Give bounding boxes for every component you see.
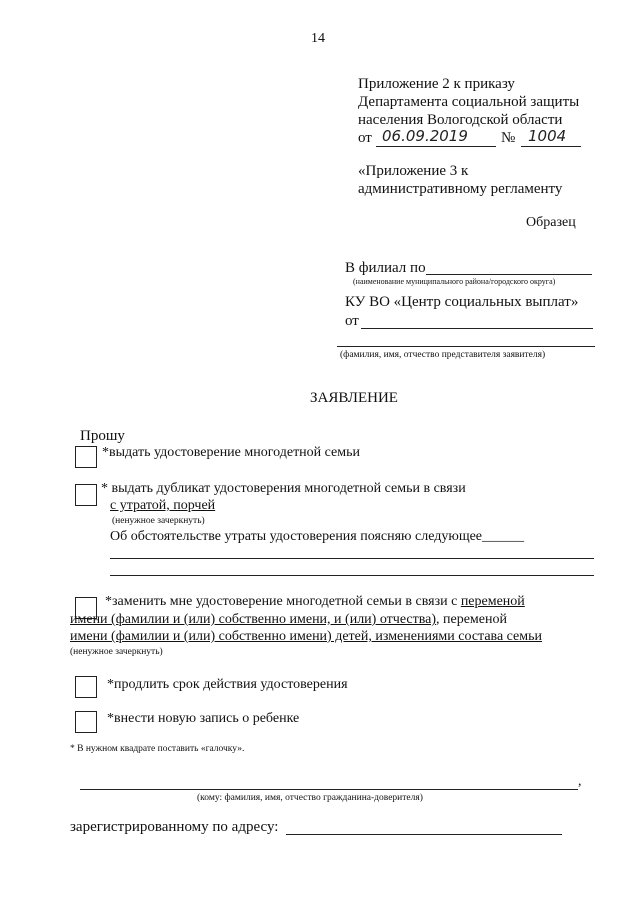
option-replace-line-2 [70, 612, 507, 628]
trustee-caption: (кому: фамилия, имя, отчество гражданина-доверителя) [197, 793, 423, 803]
option-replace-line-1 [105, 594, 525, 610]
option-duplicate-note: (ненужное зачеркнуть) [112, 516, 205, 526]
order-date-line [376, 146, 496, 147]
request-label: Прошу [80, 428, 125, 444]
order-number-line [521, 146, 581, 147]
order-number: 1004 [528, 127, 567, 145]
checkbox-extend-validity[interactable] [75, 676, 97, 698]
sample-label: Образец [526, 215, 576, 230]
branch-label: В филиал по [345, 260, 426, 276]
option-replace-text-1b: переменой [460, 594, 525, 609]
representative-caption: (фамилия, имя, отчество представителя заявителя) [340, 350, 546, 360]
organization-name: КУ ВО «Центр социальных выплат» [345, 294, 579, 310]
checkbox-duplicate-certificate[interactable] [75, 484, 97, 506]
footnote: * В нужном квадрате поставить «галочку». [70, 744, 245, 754]
order-date: 06.09.2019 [382, 127, 468, 145]
option-issue-certificate: *выдать удостоверение многодетной семьи [102, 445, 361, 460]
order-number-label: № [501, 130, 516, 146]
option-replace-text-2: имени (фамилии и (или) собственно имени, и (или) отчества) [70, 612, 437, 627]
option-replace-line-3: имени (фамилии и (или) собственно имени) детей, изменениями состава семьи [70, 629, 543, 644]
appendix-line-1: «Приложение 3 к [358, 163, 469, 179]
branch-caption: (наименование муниципального района/городского округа) [353, 277, 556, 286]
option-replace-text-1: *заменить мне удостоверение многодетной семьи в связи с [105, 594, 461, 609]
explanation-line-2 [110, 575, 594, 576]
header-line-3: населения Вологодской области [358, 112, 563, 128]
option-duplicate-line-2: с утратой, порчей [110, 498, 216, 513]
option-extend-validity: *продлить срок действия удостоверения [107, 677, 348, 692]
option-duplicate-line-1: * выдать дубликат удостоверения многодетной семьи в связи [101, 481, 466, 496]
trustee-comma: , [578, 774, 582, 789]
explanation-line-1 [110, 558, 594, 559]
option-replace-note: (ненужное зачеркнуть) [70, 647, 163, 657]
representative-field-line [337, 346, 595, 347]
option-add-child-record: *внести новую запись о ребенке [107, 711, 300, 726]
order-date-label: от [358, 130, 372, 146]
option-replace-text-2b: , переменой [436, 612, 507, 627]
header-line-1: Приложение 2 к приказу [358, 76, 515, 92]
from-label: от [345, 313, 359, 329]
loss-explanation-label: Об обстоятельстве утраты удостоверения поясняю следующее______ [110, 529, 525, 544]
address-field-line[interactable] [286, 834, 562, 835]
address-label: зарегистрированному по адресу: [70, 819, 279, 835]
from-field-line [361, 328, 593, 329]
checkbox-add-child-record[interactable] [75, 711, 97, 733]
document-title: ЗАЯВЛЕНИЕ [310, 390, 398, 406]
trustee-field-line[interactable] [80, 789, 578, 790]
header-line-2: Департамента социальной защиты [358, 94, 580, 110]
page-number: 14 [311, 31, 325, 46]
branch-field-line [426, 274, 592, 275]
checkbox-issue-certificate[interactable] [75, 446, 97, 468]
appendix-line-2: административному регламенту [358, 181, 563, 197]
